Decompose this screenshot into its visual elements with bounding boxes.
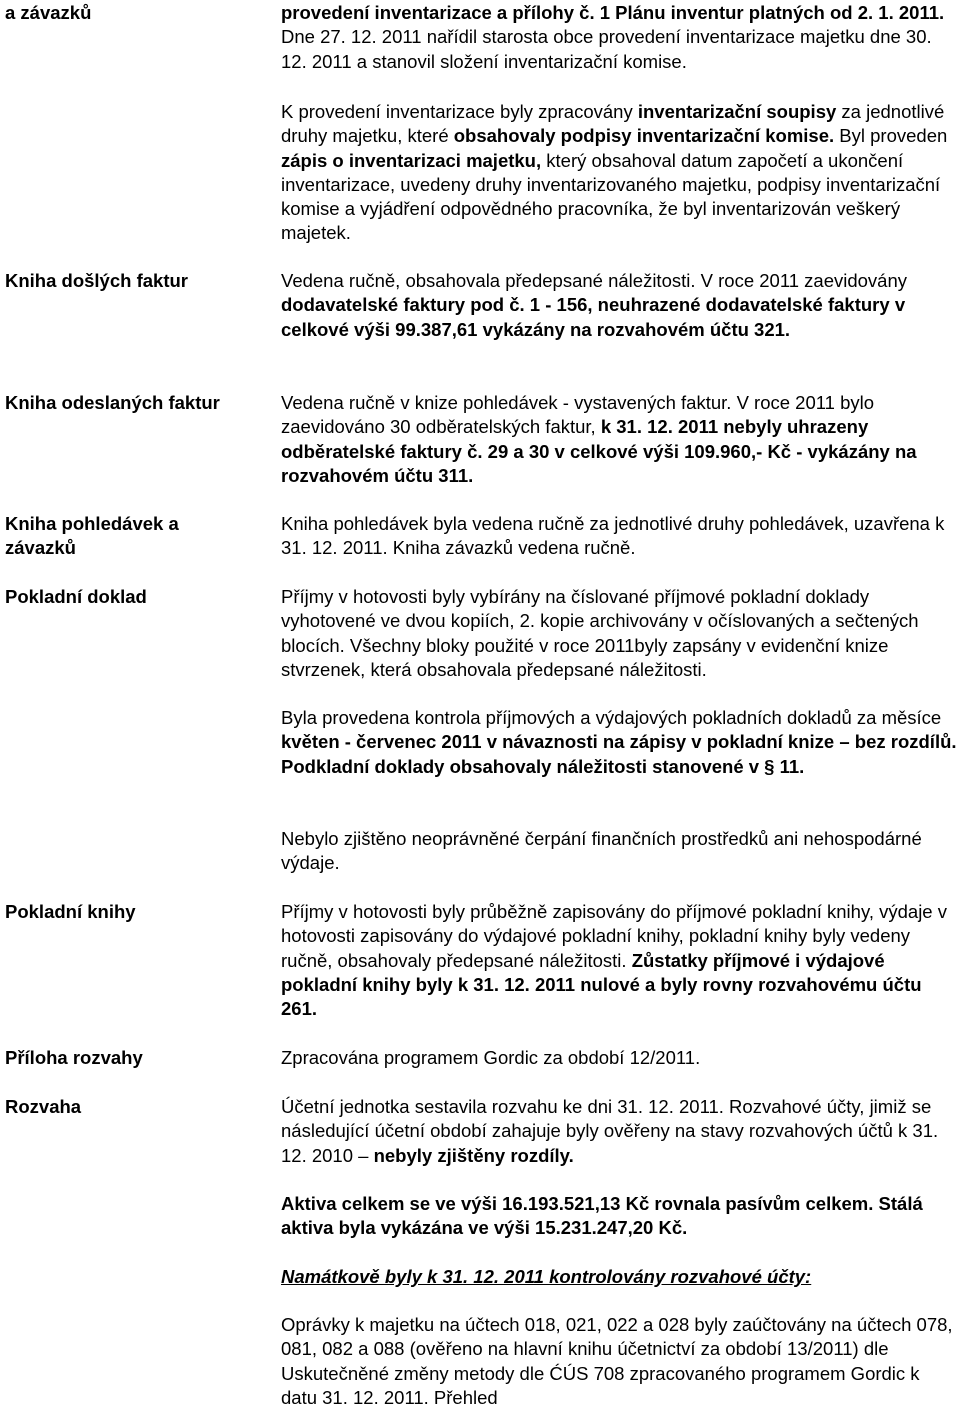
receivables-text: [281, 512, 959, 561]
bold-run: dodavatelské faktury pod č. 1 - 156, neuhrazené dodavatelské faktury v celkové výši 99.387,61 vykázány na rozvahovém účtu 321.: [281, 294, 906, 340]
cash-voucher-text-1: [281, 585, 959, 682]
balance-annex-text: [281, 1046, 959, 1070]
text-run: který obsahoval datum započetí a ukončení inventarizace, uvedeny druhy inventarizovaného majetku, podpisy inventarizační komise a vyjádření odpovědného pracovníka, že byl inventarizován veškerý majetek.: [281, 149, 941, 244]
text-run: Byl proveden: [834, 125, 948, 147]
sent-invoices-text: [281, 391, 959, 488]
bold-run: obsahovaly podpisy inventarizační komise.: [453, 125, 835, 147]
text-run: za jednotlivé druhy majetku, které: [281, 101, 945, 147]
section-label-inventory: a závazků: [5, 2, 92, 23]
received-invoices-text: [281, 269, 959, 342]
bold-run: Zůstatky příjmové i výdajové pokladní knihy byly k 31. 12. 2011 nulové a byly rovny rozvahovému účtu 261.: [281, 949, 922, 1020]
bold-run: Aktiva celkem se ve výši 16.193.521,13 Kč rovnala pasívům celkem. Stálá aktiva byla vykázána ve výši 15.231.247,20 Kč.: [281, 1193, 923, 1239]
bold-run: inventarizační soupisy: [637, 101, 837, 122]
bold-run: zápis o inventarizaci majetku,: [281, 149, 542, 171]
text-run: Nebylo zjištěno neoprávněné čerpání finančních prostředků ani nehospodárné výdaje.: [281, 828, 922, 874]
section-label-balance-sheet: Rozvaha: [5, 1096, 82, 1117]
section-label-cash-voucher: Pokladní doklad: [5, 586, 147, 607]
section-label-sent-invoices: Kniha odeslaných faktur: [5, 392, 220, 413]
inventory-order-text: Dne 27. 12. 2011 nařídil starosta obce provedení inventarizace majetku dne 30. 12. 2011 a stanovil složení inventarizační komise.: [281, 26, 932, 72]
balance-sheet-heading: [281, 1265, 959, 1289]
balance-sheet-text-2: [281, 1192, 959, 1241]
balance-sheet-text-1: [281, 1095, 959, 1168]
cash-books-text: [281, 900, 959, 1021]
section-label-cash-books: Pokladní knihy: [5, 901, 136, 922]
bold-run: nebyly zjištěny rozdíly.: [373, 1144, 574, 1166]
cash-voucher-text-2: [281, 706, 959, 779]
section-label-balance-annex: Příloha rozvahy: [5, 1047, 143, 1068]
inventory-plan-bold: provedení inventarizace a přílohy č. 1 Plánu inventur platných od 2. 1. 2011.: [281, 2, 945, 23]
text-run: Účetní jednotka sestavila rozvahu ke dni 31. 12. 2011. Rozvahové účty, jimiž se následující účetní období zahajuje byly ověřeny na stavy rozvahových účtů k 31. 12. 2010 –: [281, 1096, 939, 1166]
underlined-heading: Namátkově byly k 31. 12. 2011 kontrolovány rozvahové účty:: [281, 1266, 812, 1287]
section-label-received-invoices: Kniha došlých faktur: [5, 270, 188, 291]
text-run: Vedena ručně, obsahovala předepsané náležitosti. V roce 2011 zaevidovány: [281, 270, 908, 291]
text-run: Byla provedena kontrola příjmových a výdajových pokladních dokladů za měsíce: [281, 707, 942, 728]
text-run: Zpracována programem Gordic za období 12/2011.: [281, 1047, 701, 1068]
section-label-receivables: Kniha pohledávek a závazků: [5, 513, 179, 559]
bold-run: k 31. 12. 2011 nebyly uhrazeny odběratelské faktury č. 29 a 30 v celkové výši 109.960,- Kč - vykázány na rozvahovém účtu 311.: [281, 416, 917, 486]
bold-run: květen - červenec 2011 v návaznosti na zápisy v pokladní knize – bez rozdílů. Podkladní doklady obsahovaly náležitosti stanovené v § 11.: [281, 731, 957, 777]
inventory-text-2: [281, 100, 959, 246]
text-run: Příjmy v hotovosti byly vybírány na číslované příjmové pokladní doklady vyhotovené ve dvou kopiích, 2. kopie archivovány v očíslovaných a sečtených blocích. Všechny bloky použité v roce 2011byly zapsány v evidenční knize stvrzenek, která obsahovala předepsané náležitosti.: [281, 586, 919, 680]
text-run: Příjmy v hotovosti byly průběžně zapisovány do příjmové pokladní knihy, výdaje v hotovosti zapisovány do výdajové pokladní knihy, pokladní knihy byly vedeny ručně, obsahovaly předepsané náležitosti.: [281, 901, 947, 971]
text-run: Kniha pohledávek byla vedena ručně za jednotlivé druhy pohledávek, uzavřena k 31. 12. 2011. Kniha závazků vedena ručně.: [281, 513, 945, 559]
balance-sheet-text-3: [281, 1313, 959, 1410]
text-run: Oprávky k majetku na účtech 018, 021, 022 a 028 byly zaúčtovány na účtech 078, 081, 082 a 088 (ověřeno na hlavní knihu účetnictví za období 13/2011) dle Uskutečněné změny metody dle ĆÚS 708 zpracovaného programem Gordic k datu 31. 12. 2011. Přehled: [281, 1314, 953, 1408]
text-run: Vedena ručně v knize pohledávek - vystavených faktur. V roce 2011 bylo zaevidováno 30 odběratelských faktur,: [281, 392, 875, 438]
inventory-text-1: [281, 1, 959, 74]
text-run: K provedení inventarizace byly zpracovány: [281, 101, 638, 122]
cash-voucher-text-3: [281, 827, 959, 876]
